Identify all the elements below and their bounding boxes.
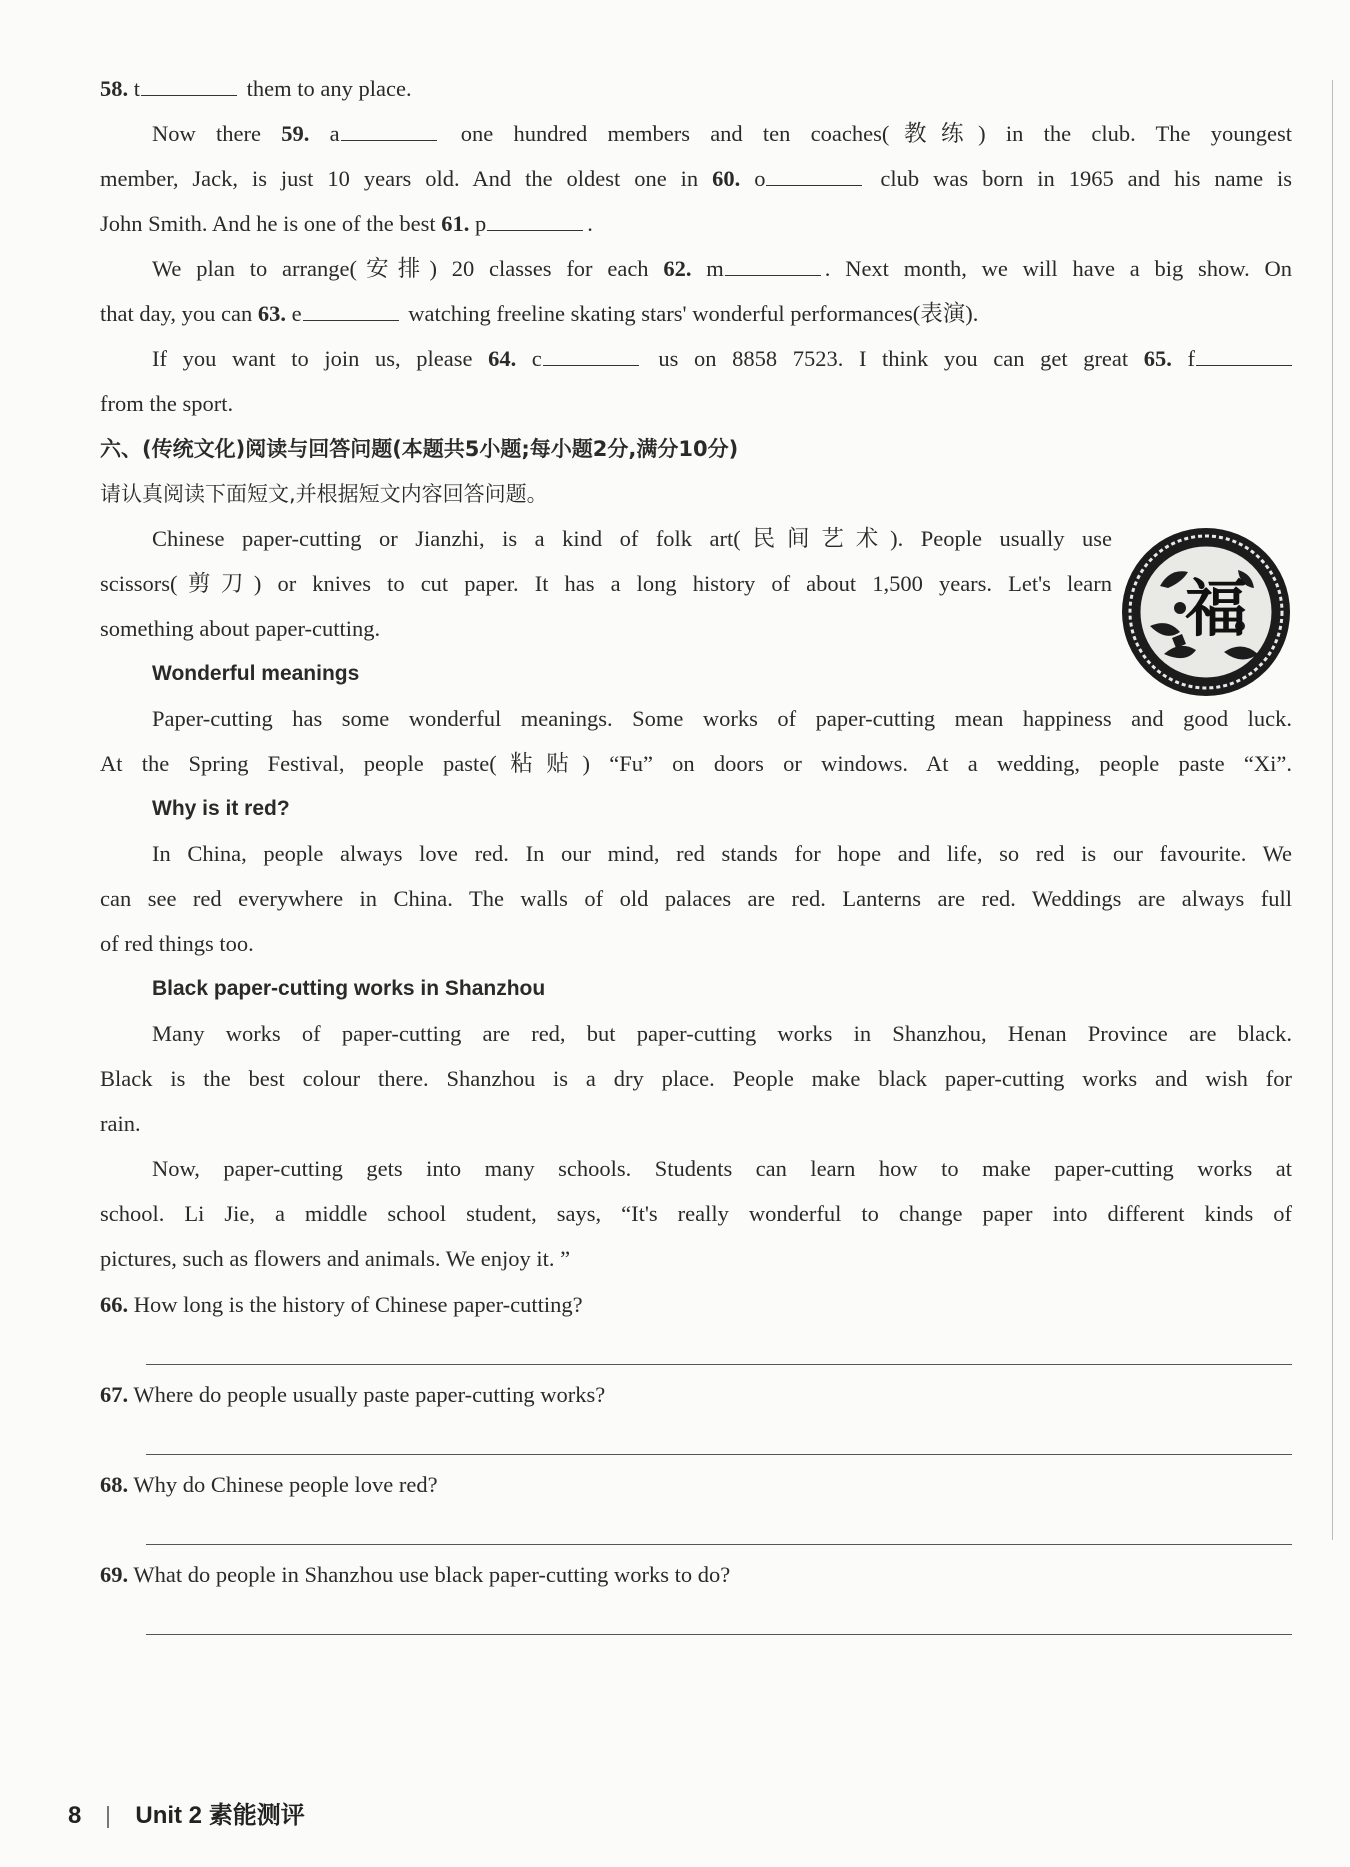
question-68 [100,1470,1292,1500]
blank-hint-letter: p [475,211,487,236]
sentence-text: We plan to arrange(安排) 20 classes for each [152,256,664,281]
answer-line-67[interactable] [146,1454,1292,1455]
question-number: 63. [257,301,286,326]
answer-line-69[interactable] [146,1634,1292,1635]
sentence-text: one hundred members and ten coaches(教练) in the club. The youngest [440,121,1293,146]
question-58-line [100,74,1292,104]
question-number: 68. [100,1472,129,1497]
question-number: 61. [441,211,470,236]
passage-line: In China, people always love red. In our mind, red stands for hope and life, so red is our favourite. We [152,841,1292,866]
blank-hint-letter: c [531,346,542,371]
passage-line [152,119,1292,149]
footer-divider [107,1806,109,1828]
question-text: What do people in Shanzhou use black paper-cutting works to do? [133,1562,731,1587]
passage-line: can see red everywhere in China. The walls of old palaces are red. Lanterns are red. Weddings are always full [100,886,1292,911]
passage-line: Now, paper-cutting gets into many schools. Students can learn how to make paper-cutting works at [152,1156,1292,1181]
section-title: 六、(传统文化)阅读与回答问题(本题共5小题;每小题2分,满分10分) [100,437,739,461]
passage-line [100,164,1292,194]
sentence-text: . [587,211,593,236]
question-number: 58. [100,76,129,101]
passage-line: At the Spring Festival, people paste(粘贴) “Fu” on doors or windows. At a wedding, people paste “Xi”. [100,751,1292,776]
section-heading: Black paper-cutting works in Shanzhou [152,977,546,1000]
question-69 [100,1560,1292,1590]
sentence-text: member, Jack, is just 10 years old. And the oldest one in [100,166,713,191]
svg-text:福: 福 [1184,572,1248,645]
blank-hint-letter: a [329,121,340,146]
sentence-text: John Smith. And he is one of the best [100,211,442,236]
question-number: 62. [663,256,692,281]
page-footer [68,1795,305,1830]
passage-line: from the sport. [100,391,234,416]
answer-blank[interactable] [487,210,583,231]
passage-line [100,299,1292,329]
answer-blank[interactable] [766,165,862,186]
passage-line [100,209,1292,239]
question-text: How long is the history of Chinese paper-cutting? [133,1292,583,1317]
question-number: 65. [1143,346,1172,371]
answer-blank[interactable] [543,345,639,366]
blank-hint-letter: o [754,166,766,191]
question-67 [100,1380,1292,1410]
passage-line: something about paper-cutting. [100,616,381,641]
sentence-text: Now there [152,121,282,146]
question-number: 64. [488,346,517,371]
answer-line-66[interactable] [146,1364,1292,1365]
question-number: 69. [100,1562,129,1587]
question-66 [100,1290,1292,1320]
answer-blank[interactable] [725,255,821,276]
sentence-text: watching freeline skating stars' wonderful performances(表演). [402,301,979,326]
answer-blank[interactable] [141,75,237,96]
sentence-text: that day, you can [100,301,258,326]
section-instruction: 请认真阅读下面短文,并根据短文内容回答问题。 [100,482,548,506]
passage-line: Chinese paper-cutting or Jianzhi, is a kind of folk art(民间艺术). People usually use [152,526,1112,551]
passage-line: Paper-cutting has some wonderful meanings. Some works of paper-cutting mean happiness and good luck. [152,706,1292,731]
sentence-text: If you want to join us, please [152,346,489,371]
passage-line [152,344,1292,374]
passage-line: scissors(剪刀) or knives to cut paper. It has a long history of about 1,500 years. Let's learn [100,571,1112,596]
blank-hint-letter: t [133,76,141,101]
passage-line: Many works of paper-cutting are red, but paper-cutting works in Shanzhou, Henan Province are black. [152,1021,1292,1046]
passage-line: Black is the best colour there. Shanzhou is a dry place. People make black paper-cutting works and wish for [100,1066,1292,1091]
footer-title: Unit 2 素能测评 [135,1802,305,1829]
question-number: 67. [100,1382,129,1407]
question-number: 60. [712,166,741,191]
sentence-text: them to any place. [241,76,412,101]
passage-line [152,254,1292,284]
page-edge-rule [1332,80,1333,1540]
passage-line: school. Li Jie, a middle school student, says, “It's really wonderful to change paper into different kinds of [100,1201,1292,1226]
answer-blank[interactable] [303,300,399,321]
blank-hint-letter: f [1187,346,1195,371]
section-heading: Why is it red? [152,797,290,820]
passage-line: pictures, such as flowers and animals. We enjoy it. ” [100,1246,571,1271]
section-heading: Wonderful meanings [152,662,360,685]
passage-line: rain. [100,1111,141,1136]
answer-blank[interactable] [1196,345,1292,366]
question-number: 66. [100,1292,129,1317]
blank-hint-letter: e [291,301,302,326]
answer-blank[interactable] [341,120,437,141]
blank-hint-letter: m [706,256,724,281]
sentence-text: us on 8858 7523. I think you can get great [642,346,1144,371]
sentence-text: . Next month, we will have a big show. On [824,256,1293,281]
answer-line-68[interactable] [146,1544,1292,1545]
page-number: 8 [68,1802,82,1829]
sentence-text: club was born in 1965 and his name is [866,166,1293,191]
question-number: 59. [281,121,310,146]
question-text: Where do people usually paste paper-cutting works? [133,1382,606,1407]
passage-line: of red things too. [100,931,254,956]
question-text: Why do Chinese people love red? [133,1472,438,1497]
